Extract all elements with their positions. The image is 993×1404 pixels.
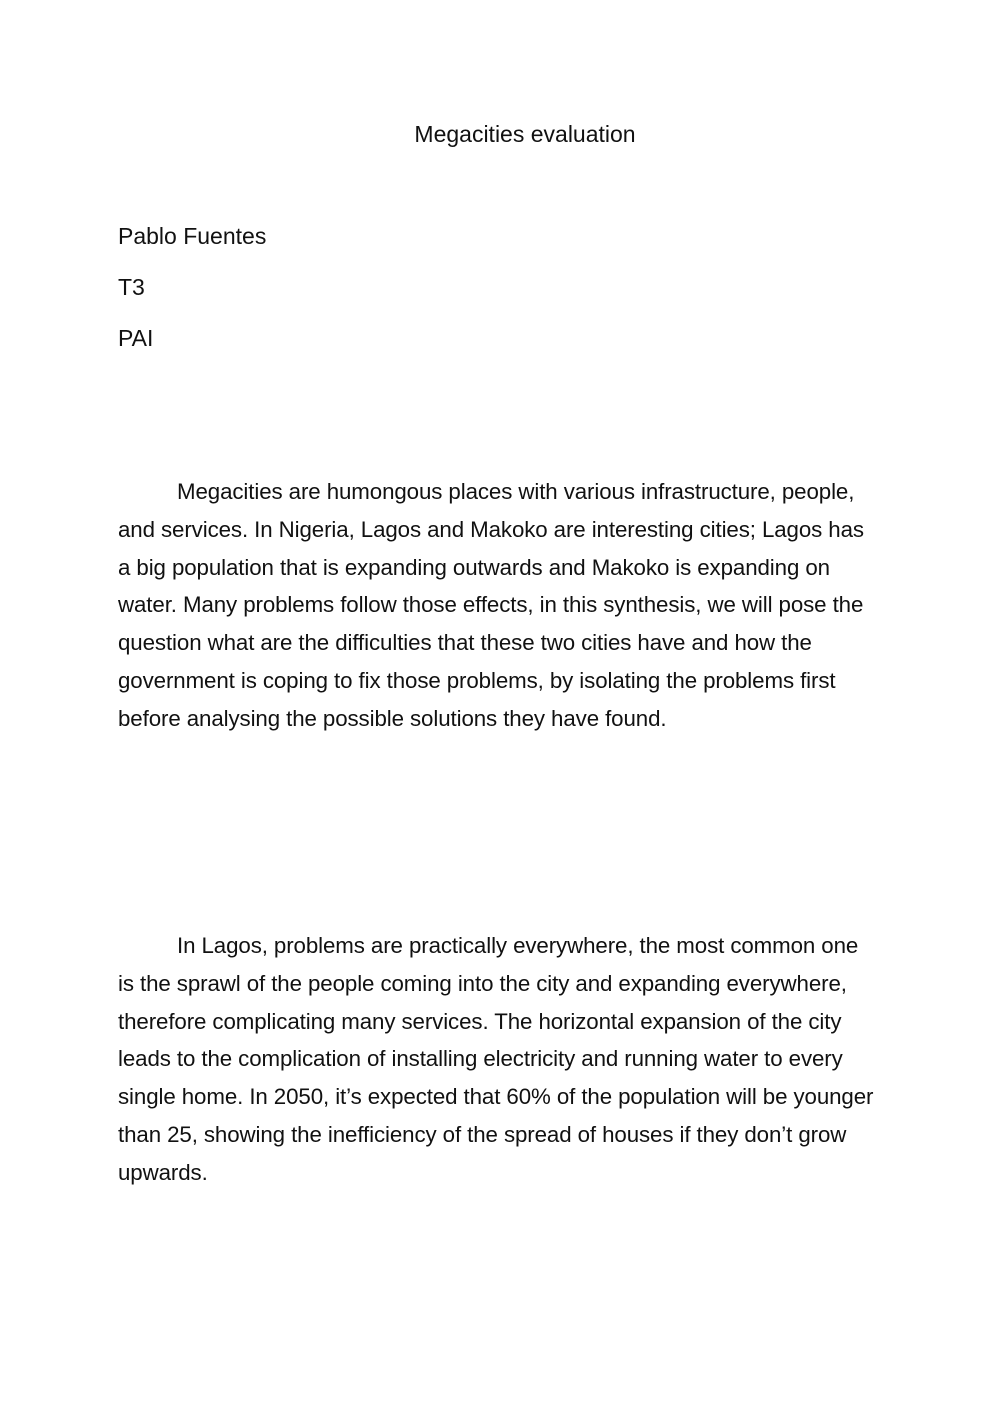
document-title: Megacities evaluation bbox=[414, 121, 636, 147]
course-name: PAI bbox=[118, 325, 154, 351]
paragraph-introduction: Megacities are humongous places with various infrastructure, people, and services. In Nigeria, Lagos and Makoko are interesting cities; Lagos has a big population that is expanding outwards and Makoko is expanding on water. Many problems follow those effects, in this synthesis, we will pose the question what are the difficulties that these two cities have and how the government is coping to fix those problems, by isolating the problems first before analysing the possible solutions they have found. bbox=[118, 479, 864, 731]
paragraph-lagos-problems: In Lagos, problems are practically everywhere, the most common one is the sprawl of the people coming into the city and expanding everywhere, therefore complicating many services. The horizontal expansion of the city leads to the complication of installing electricity and running water to every single home. In 2050, it’s expected that 60% of the population will be younger than 25, showing the inefficiency of the spread of houses if they don’t grow upwards. bbox=[118, 933, 874, 1185]
author-name: Pablo Fuentes bbox=[118, 223, 267, 249]
class-group: T3 bbox=[118, 274, 145, 300]
